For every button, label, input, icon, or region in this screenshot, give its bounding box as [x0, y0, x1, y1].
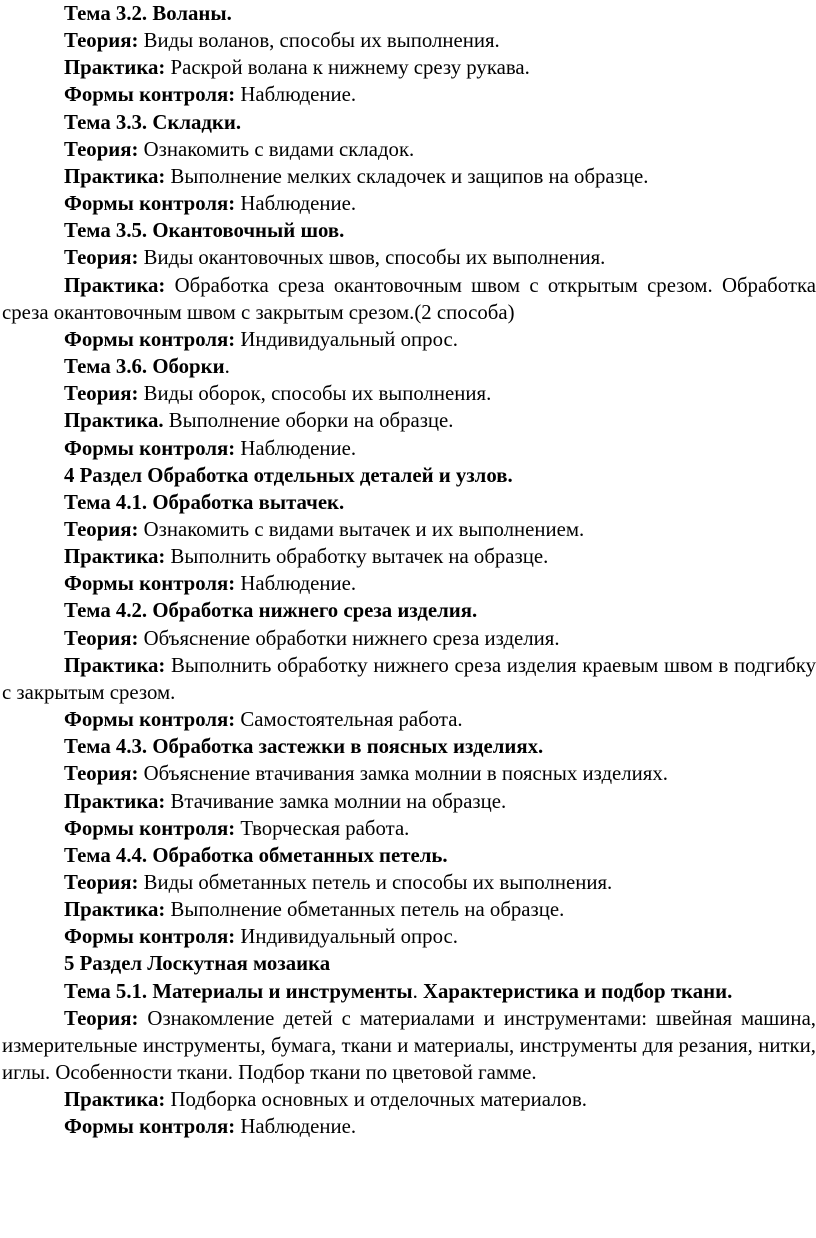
theory-label: Теория:: [64, 137, 139, 161]
control-line: [2, 326, 816, 353]
topic-heading: [2, 109, 816, 136]
practice-text: Выполнение мелких складочек и защипов на образце.: [165, 164, 649, 188]
theory-label: Теория:: [64, 626, 139, 650]
practice-text: Выполнение оборки на образце.: [163, 409, 454, 433]
topic-heading: [2, 597, 816, 624]
theory-text: Ознакомить с видами складок.: [138, 137, 415, 161]
control-label: Формы контроля:: [64, 816, 236, 840]
practice-text: Втачивание замка молнии на образце.: [165, 789, 507, 813]
practice-text: Выполнение обметанных петель на образце.: [165, 898, 565, 922]
topic-title-second-part: Характеристика и подбор ткани.: [423, 979, 733, 1003]
theory-label: Теория:: [64, 382, 139, 406]
control-text: Наблюдение.: [235, 572, 357, 596]
topic-heading: [2, 978, 816, 1005]
topic-heading: [2, 217, 816, 244]
practice-label: Практика:: [64, 789, 166, 813]
theory-label: Теория:: [64, 1006, 139, 1030]
control-text: Наблюдение.: [235, 436, 357, 460]
control-text: Индивидуальный опрос.: [235, 925, 458, 949]
control-label: Формы контроля:: [64, 572, 236, 596]
topic-heading: [2, 842, 816, 869]
topic-title: Тема 4.4. Обработка обметанных петель.: [64, 843, 448, 867]
practice-text: Обработка среза окантовочным швом с открытым срезом. Обработка среза окантовочным швом с закрытым срезом.(2 способа): [2, 273, 816, 324]
topic-title: Тема 3.3. Складки.: [64, 110, 242, 134]
control-line: [2, 706, 816, 733]
theory-line: [2, 760, 816, 787]
theory-label: Теория:: [64, 762, 139, 786]
theory-label: Теория:: [64, 29, 139, 53]
control-label: Формы контроля:: [64, 192, 236, 216]
control-text: Индивидуальный опрос.: [235, 327, 458, 351]
theory-label: Теория:: [64, 246, 139, 270]
theory-line: [2, 869, 816, 896]
practice-line: [2, 407, 816, 434]
practice-label: Практика:: [64, 273, 166, 297]
theory-text: Виды обметанных петель и способы их выполнения.: [138, 871, 613, 894]
control-text: Наблюдение.: [235, 192, 357, 216]
control-label: Формы контроля:: [64, 83, 236, 107]
theory-line: [2, 27, 816, 54]
control-text: Самостоятельная работа.: [235, 708, 463, 732]
control-line: [2, 190, 816, 217]
practice-label: Практика:: [64, 545, 166, 569]
control-label: Формы контроля:: [64, 436, 236, 460]
practice-label: Практика:: [64, 1088, 166, 1112]
control-line: [2, 923, 816, 950]
practice-line: [2, 896, 816, 923]
control-line: [2, 81, 816, 108]
practice-line: [2, 272, 816, 326]
control-text: Творческая работа.: [235, 816, 410, 840]
practice-text: Подборка основных и отделочных материалов.: [165, 1088, 587, 1112]
topic-title: Тема 5.1. Материалы и инструменты: [64, 979, 413, 1003]
practice-text: Раскрой волана к нижнему срезу рукава.: [165, 56, 530, 80]
practice-label: Практика:: [64, 898, 166, 922]
control-label: Формы контроля:: [64, 1115, 236, 1139]
control-line: [2, 435, 816, 462]
practice-label: Практика:: [64, 653, 166, 677]
practice-text: Выполнить обработку вытачек на образце.: [165, 545, 549, 569]
section-title: 4 Раздел Обработка отдельных деталей и узлов.: [64, 463, 513, 487]
control-text: Наблюдение.: [235, 83, 357, 107]
practice-line: [2, 652, 816, 706]
topic-heading: [2, 489, 816, 516]
theory-line: [2, 625, 816, 652]
theory-line: [2, 136, 816, 163]
practice-line: [2, 54, 816, 81]
theory-text: Объяснение втачивания замка молнии в поясных изделиях.: [138, 762, 668, 786]
practice-label: Практика.: [64, 409, 164, 433]
practice-line: [2, 543, 816, 570]
theory-text: Ознакомление детей с материалами и инструментами: швейная машина, измерительные инструменты, бумага, ткани и материалы, инструменты для резания, нитки, иглы. Особенности ткани. Подбор ткани по цветовой гамме.: [2, 1006, 816, 1085]
topic-heading: [2, 733, 816, 760]
theory-line: [2, 516, 816, 543]
topic-title: Тема 4.2. Обработка нижнего среза изделия.: [64, 599, 478, 623]
topic-title: Тема 3.2. Воланы.: [64, 2, 232, 25]
topic-title: Тема 3.5. Окантовочный шов.: [64, 219, 345, 243]
control-text: Наблюдение.: [235, 1115, 357, 1139]
practice-text: Выполнить обработку нижнего среза изделия краевым швом в подгибку с закрытым срезом.: [2, 653, 816, 704]
theory-label: Теория:: [64, 517, 139, 541]
theory-text: Виды оборок, способы их выполнения.: [138, 382, 492, 406]
practice-line: [2, 163, 816, 190]
practice-line: [2, 788, 816, 815]
control-line: [2, 815, 816, 842]
control-label: Формы контроля:: [64, 708, 236, 732]
topic-title-suffix: .: [224, 355, 230, 379]
topic-title-separator: .: [412, 979, 423, 1003]
topic-heading: [2, 0, 816, 27]
section-title: 5 Раздел Лоскутная мозаика: [64, 952, 331, 976]
topic-title: Тема 4.1. Обработка вытачек.: [64, 490, 345, 514]
theory-line: [2, 380, 816, 407]
theory-line: [2, 244, 816, 271]
theory-line: [2, 1005, 816, 1086]
theory-text: Объяснение обработки нижнего среза изделия.: [138, 626, 560, 650]
topic-title: Тема 4.3. Обработка застежки в поясных изделиях.: [64, 735, 544, 759]
control-label: Формы контроля:: [64, 327, 236, 351]
control-line: [2, 570, 816, 597]
practice-line: [2, 1086, 816, 1113]
theory-text: Ознакомить с видами вытачек и их выполнением.: [138, 517, 585, 541]
theory-text: Виды воланов, способы их выполнения.: [138, 29, 500, 53]
theory-label: Теория:: [64, 871, 139, 894]
section-heading: [2, 950, 816, 977]
practice-label: Практика:: [64, 56, 166, 80]
practice-label: Практика:: [64, 164, 166, 188]
theory-text: Виды окантовочных швов, способы их выполнения.: [138, 246, 606, 270]
section-heading: [2, 462, 816, 489]
control-line: [2, 1113, 816, 1140]
control-label: Формы контроля:: [64, 925, 236, 949]
topic-title: Тема 3.6. Оборки: [64, 355, 225, 379]
topic-heading: [2, 353, 816, 380]
